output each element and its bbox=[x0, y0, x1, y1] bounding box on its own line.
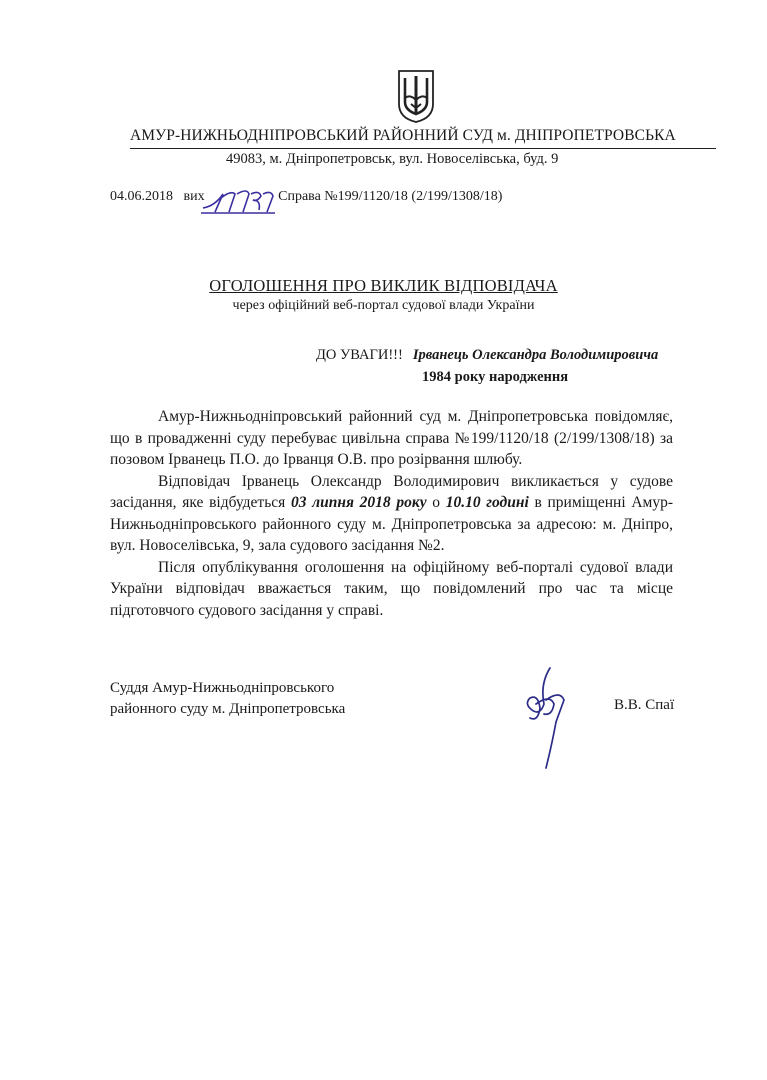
header-divider bbox=[130, 148, 716, 149]
document-date: 04.06.2018 bbox=[110, 189, 173, 204]
attention-label: ДО УВАГИ!!! bbox=[316, 347, 403, 363]
judge-position-line-1: Суддя Амур-Нижньодніпровського bbox=[110, 680, 335, 696]
judge-position-line-2: районного суду м. Дніпропетровська bbox=[110, 701, 346, 717]
addressee-name: Ірванець Олександра Володимировича bbox=[412, 347, 659, 363]
handwritten-signature-icon bbox=[510, 664, 574, 772]
judge-name: В.В. Спаї bbox=[614, 697, 675, 713]
attention-line bbox=[316, 347, 658, 364]
court-address: 49083, м. Дніпропетровськ, вул. Новоселівська, буд. 9 bbox=[226, 151, 559, 167]
notice-body bbox=[110, 406, 673, 621]
outgoing-prefix: вих bbox=[183, 189, 205, 204]
body-paragraph-2: Відповідач Ірванець Олександр Володимирович викликається у судове засідання, яке відбудеться 03 липня 2018 року о 10.10 годині в приміщенні Амур-Нижньодніпровського районного суду м. Дніпропетровська за адресою: м. Дніпро, вул. Новоселівська, 9, зала судового засідання №2. bbox=[110, 472, 674, 554]
hearing-date: 03 липня 2018 року bbox=[290, 494, 427, 511]
case-number: Справа №199/1120/18 (2/199/1308/18) bbox=[278, 189, 503, 204]
reference-line bbox=[110, 189, 502, 205]
trident-emblem-icon bbox=[396, 68, 436, 124]
handwritten-number-icon bbox=[201, 186, 277, 216]
hearing-time: 10.10 годині bbox=[445, 494, 529, 511]
notice-subtitle: через офіційний веб-портал судової влади України bbox=[232, 298, 535, 313]
body-paragraph-3: Після опублікування оголошення на офіційному веб-порталі судової влади України відповідач вважається таким, що повідомлений про час та місце підготовчого судового засідання у справі. bbox=[110, 558, 673, 619]
court-name: АМУР-НИЖНЬОДНІПРОВСЬКИЙ РАЙОННИЙ СУД м. ДНІПРОПЕТРОВСЬКА bbox=[130, 127, 676, 144]
addressee-birth: 1984 року народження bbox=[422, 369, 569, 385]
judge-position bbox=[110, 678, 345, 720]
body-paragraph-1: Амур-Нижньодніпровський районний суд м. Дніпропетровська повідомляє, що в провадженні суду перебуває цивільна справа №199/1120/18 (2/199/1308/18) за позовом Ірванець П.О. до Ірванця О.В. про розірвання шлюбу. bbox=[110, 408, 673, 468]
notice-title: ОГОЛОШЕННЯ ПРО ВИКЛИК ВІДПОВІДАЧА bbox=[209, 276, 558, 295]
